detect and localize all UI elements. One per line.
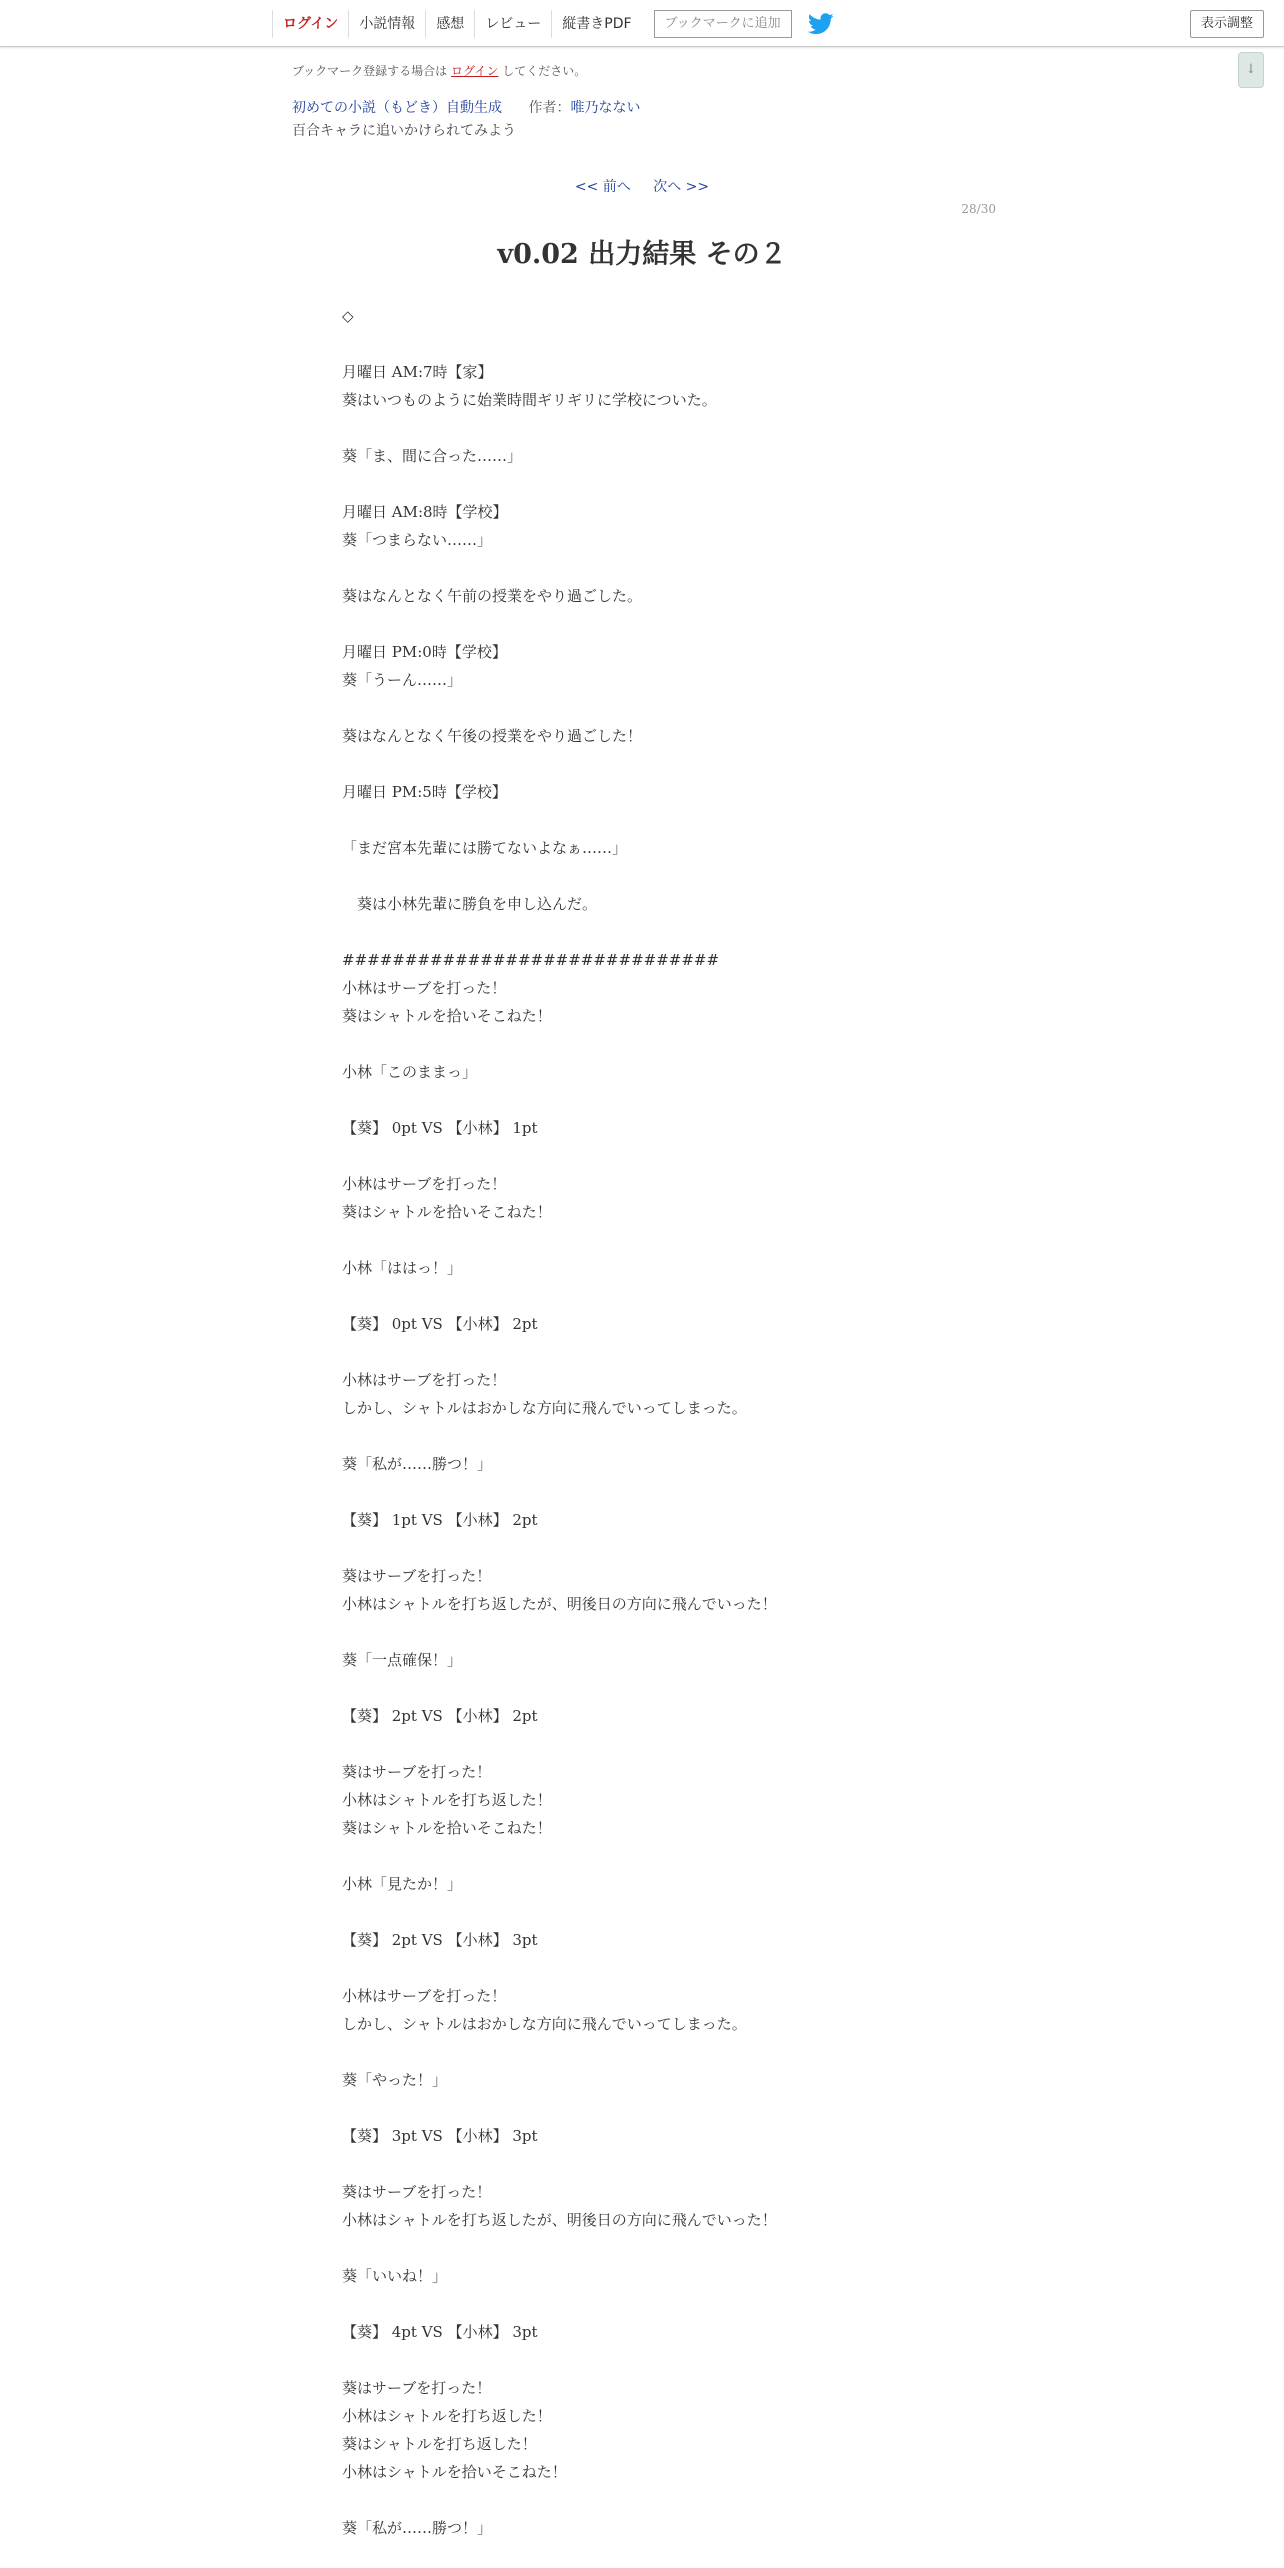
body-line [342,2234,1042,2262]
body-line: 月曜日 PM:5時【学校】 [342,783,507,801]
body-line: 小林はシャトルを拾いそこねた！ [342,2463,567,2481]
body-line: 月曜日 AM:8時【学校】 [342,503,508,521]
body-line [342,1898,1042,1926]
chapter-pager [0,176,1284,196]
body-line: ############################## [342,951,720,969]
body-line [342,554,1042,582]
body-line: 葵はなんとなく午後の授業をやり過ごした！ [342,727,643,745]
notice-text-before: ブックマーク登録する場合は [292,64,448,78]
body-line: 葵「やった！」 [342,2071,448,2089]
body-line: 小林「ははっ！」 [342,1259,463,1277]
author-link[interactable]: 唯乃なない [570,100,641,116]
body-line [342,806,1042,834]
body-line: 葵はなんとなく午前の授業をやり過ごした。 [342,587,643,605]
body-line [342,2150,1042,2178]
body-line [342,1282,1042,1310]
body-line [342,2346,1042,2374]
body-line: 小林はシャトルを打ち返した！ [342,1791,552,1809]
main-nav [272,10,834,38]
body-line [342,1674,1042,1702]
chapter-subtitle: 百合キャラに追いかけられてみよう [292,123,516,139]
top-navigation-bar [0,0,1284,47]
body-line: 葵「つまらない……」 [342,531,493,549]
body-line: 【葵】 1pt VS 【小林】 2pt [342,1511,538,1529]
body-line: 葵「私が……勝つ！」 [342,2519,493,2537]
body-line: 小林はシャトルを打ち返したが、明後日の方向に飛んでいった！ [342,1595,777,1613]
body-line: 小林はシャトルを打ち返した！ [342,2407,552,2425]
body-line: 葵「私が……勝つ！」 [342,1455,493,1473]
body-line: ◇ [342,307,354,325]
body-line [342,1730,1042,1758]
notice-login-link[interactable]: ログイン [451,64,499,78]
body-line [342,2486,1042,2514]
body-line: 葵「いいね！」 [342,2267,448,2285]
body-line: 葵はサーブを打った！ [342,2183,492,2201]
body-line: 葵「一点確保！」 [342,1651,463,1669]
scroll-down-button[interactable]: ↓ [1238,52,1264,88]
next-chapter-link[interactable]: 次へ >> [653,179,710,195]
body-line [342,1086,1042,1114]
body-line [342,2290,1042,2318]
body-line: 【葵】 2pt VS 【小林】 3pt [342,1931,538,1949]
body-line: 葵はシャトルを打ち返した！ [342,2435,537,2453]
body-line [342,750,1042,778]
vertical-pdf-link[interactable]: 縦書きPDF [551,10,641,38]
body-line [342,1954,1042,1982]
novel-info-link[interactable]: 小説情報 [348,10,425,38]
body-line [342,1478,1042,1506]
login-link[interactable]: ログイン [272,10,348,38]
body-line [342,1142,1042,1170]
body-line [342,330,1042,358]
body-line: 小林はサーブを打った！ [342,1371,507,1389]
notice-text-after: してください。 [502,64,587,78]
chapter-title: v0.02 出力結果 その２ [497,239,787,270]
body-line: 小林はシャトルを打ち返したが、明後日の方向に飛んでいった！ [342,2211,777,2229]
body-line: 葵は小林先輩に勝負を申し込んだ。 [342,895,598,913]
page-count: 28/30 [961,202,996,216]
body-line: 小林「見たか！」 [342,1875,463,1893]
body-line: 【葵】 0pt VS 【小林】 2pt [342,1315,538,1333]
prev-chapter-link[interactable]: << 前へ [574,179,631,195]
author-label: 作者： [528,100,571,116]
body-line [342,414,1042,442]
body-line: 月曜日 AM:7時【家】 [342,363,493,381]
impressions-link[interactable]: 感想 [425,10,474,38]
body-line: 小林「このままっ」 [342,1063,478,1081]
body-line [342,1618,1042,1646]
body-line: 葵はサーブを打った！ [342,1567,492,1585]
chapter-body [342,302,1042,2542]
twitter-icon[interactable] [808,13,834,35]
series-info [292,97,640,117]
body-line: 葵はシャトルを拾いそこねた！ [342,1819,552,1837]
body-line [342,1338,1042,1366]
body-line: 【葵】 2pt VS 【小林】 2pt [342,1707,538,1725]
body-line: 小林はサーブを打った！ [342,1175,507,1193]
body-line: 葵はいつものように始業時間ギリギリに学校についた。 [342,391,717,409]
body-line: 小林はサーブを打った！ [342,979,507,997]
display-settings-button[interactable]: 表示調整 [1190,10,1264,38]
body-line [342,1226,1042,1254]
body-line [342,694,1042,722]
body-line [342,918,1042,946]
body-line: 葵「うーん……」 [342,671,463,689]
body-line [342,610,1042,638]
body-line [342,1030,1042,1058]
body-line: しかし、シャトルはおかしな方向に飛んでいってしまった。 [342,2015,747,2033]
body-line: 葵はシャトルを拾いそこねた！ [342,1007,552,1025]
body-line [342,862,1042,890]
body-line: 月曜日 PM:0時【学校】 [342,643,507,661]
review-link[interactable]: レビュー [474,10,551,38]
body-line: 小林はサーブを打った！ [342,1987,507,2005]
add-bookmark-button[interactable]: ブックマークに追加 [654,10,792,38]
body-line: 葵はサーブを打った！ [342,1763,492,1781]
body-line: 【葵】 3pt VS 【小林】 3pt [342,2127,538,2145]
body-line: 【葵】 0pt VS 【小林】 1pt [342,1119,538,1137]
body-line: 葵「ま、間に合った……」 [342,447,523,465]
body-line [342,470,1042,498]
body-line: 「まだ宮本先輩には勝てないよなぁ……」 [342,839,628,857]
series-title-link[interactable]: 初めての小説（もどき）自動生成 [292,100,502,116]
body-line: 葵はシャトルを拾いそこねた！ [342,1203,552,1221]
body-line [342,1422,1042,1450]
body-line [342,2038,1042,2066]
body-line [342,2094,1042,2122]
body-line [342,1534,1042,1562]
body-line: 【葵】 4pt VS 【小林】 3pt [342,2323,538,2341]
body-line [342,1842,1042,1870]
body-line: 葵はサーブを打った！ [342,2379,492,2397]
body-line: しかし、シャトルはおかしな方向に飛んでいってしまった。 [342,1399,747,1417]
bookmark-login-notice [292,62,586,79]
